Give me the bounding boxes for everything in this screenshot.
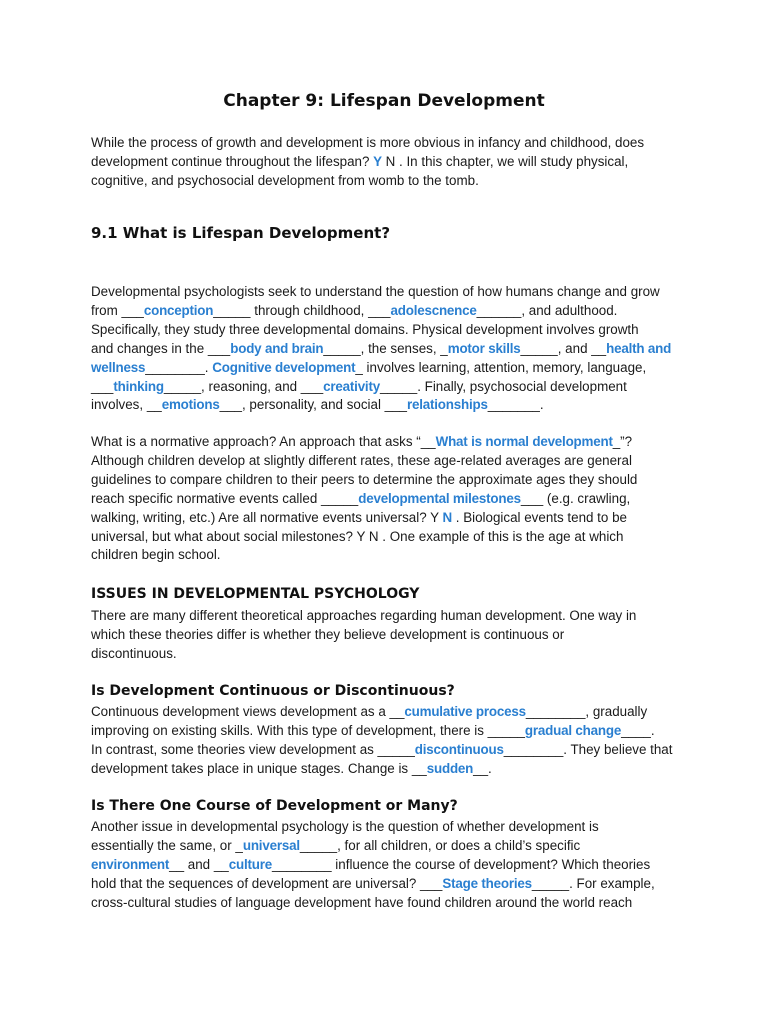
intro-line-3: cognitive, and psychosocial development from womb to the tomb. (91, 172, 479, 188)
answer-wellness: wellness (91, 359, 146, 375)
text-line: Developmental psychologists seek to understand the question of how humans change and grow (91, 284, 660, 299)
answer-developmental-milestones: developmental milestones (358, 490, 521, 506)
text-line: Specifically, they study three developmental domains. Physical development involves growth (91, 321, 639, 337)
answer-emotions: emotions (161, 397, 220, 413)
answer-body-and-brain: body and brain (230, 340, 324, 356)
text-line: which these theories differ is whether they believe development is continuous or (91, 626, 565, 642)
text-line: ___thinking_____, reasoning, and ___creativity_____. Finally, psychosocial development (91, 378, 627, 394)
text-line: discontinuous. (91, 645, 177, 661)
answer-discontinuous: discontinuous (414, 741, 504, 757)
answer-culture: culture (228, 856, 272, 872)
text-line: children begin school. (91, 547, 221, 563)
text-line: What is a normative approach? An approach that asks “__What is normal development_”? (91, 434, 633, 449)
text-line: Although children develop at slightly different rates, these age-related averages are general (91, 452, 632, 468)
answer-cumulative-process: cumulative process (404, 704, 526, 719)
course-heading: Is There One Course of Development or Many? (91, 798, 458, 814)
text-line: from ___conception_____ through childhood, ___adolescnence______, and adulthood. (91, 302, 618, 318)
answer-adolescence: adolescnence (390, 302, 477, 318)
text-line: Continuous development views development as a __cumulative process________, gradually (91, 704, 648, 719)
answer-environment: environment (91, 856, 170, 872)
text-line: guidelines to compare children to their peers to determine the approximate ages they should (91, 471, 638, 487)
intro-line-1: While the process of growth and development is more obvious in infancy and childhood, does (91, 135, 645, 150)
answer-no: N (442, 509, 453, 525)
chapter-title: Chapter 9: Lifespan Development (223, 91, 545, 111)
answer-health-and: health and (606, 340, 672, 356)
answer-creativity: creativity (323, 378, 380, 394)
answer-normal-development: What is normal development (435, 434, 613, 449)
continuous-paragraph (91, 703, 691, 779)
text-line: involves, __emotions___, personality, and social ___relationships_______. (91, 397, 544, 413)
text-line: environment__ and __culture________ influence the course of development? Which theories (91, 856, 651, 872)
text-line: walking, writing, etc.) Are all normative events universal? Y N . Biological events tend to be (91, 509, 627, 525)
issues-paragraph (91, 607, 691, 664)
intro-paragraph (91, 134, 691, 191)
text-line: universal, but what about social milestones? Y N . One example of this is the age at which (91, 528, 624, 544)
text-line: In contrast, some theories view development as _____discontinuous________. They believe that (91, 741, 673, 757)
text-line: Another issue in developmental psychology is the question of whether development is (91, 819, 599, 834)
answer-sudden: sudden (426, 760, 474, 776)
answer-gradual-change: gradual change (524, 722, 622, 738)
text-line: cross-cultural studies of language development have found children around the world reach (91, 894, 633, 910)
section-heading-9-1: 9.1 What is Lifespan Development? (91, 224, 391, 242)
intro-line-2: development continue throughout the lifespan? Y N . In this chapter, we will study physical, (91, 153, 629, 169)
answer-motor-skills: motor skills (447, 340, 521, 356)
course-paragraph (91, 818, 691, 913)
answer-universal: universal (242, 837, 300, 853)
domains-paragraph (91, 283, 691, 415)
text-line: improving on existing skills. With this type of development, there is _____gradual change____. (91, 722, 655, 738)
text-line: development takes place in unique stages. Change is __sudden__. (91, 760, 492, 776)
answer-stage-theories: Stage theories (442, 875, 532, 891)
normative-paragraph (91, 433, 691, 565)
text-line: hold that the sequences of development are universal? ___Stage theories_____. For example, (91, 875, 655, 891)
text-line: wellness________. Cognitive development_ involves learning, attention, memory, language, (91, 359, 647, 375)
answer-relationships: relationships (407, 397, 488, 413)
text-line: There are many different theoretical approaches regarding human development. One way in (91, 608, 637, 623)
issues-heading: ISSUES IN DEVELOPMENTAL PSYCHOLOGY (91, 586, 420, 602)
continuous-heading: Is Development Continuous or Discontinuous? (91, 683, 455, 699)
answer-thinking: thinking (113, 378, 164, 394)
answer-cognitive-development: Cognitive development (212, 359, 356, 375)
answer-conception: conception (143, 302, 214, 318)
text-line: and changes in the ___body and brain_____, the senses, _motor skills_____, and __health and (91, 340, 672, 356)
text-line: reach specific normative events called _____developmental milestones___ (e.g. crawling, (91, 490, 631, 506)
answer-yes: Y (373, 153, 382, 169)
text-line: essentially the same, or _universal_____, for all children, or does a child’s specific (91, 837, 581, 853)
